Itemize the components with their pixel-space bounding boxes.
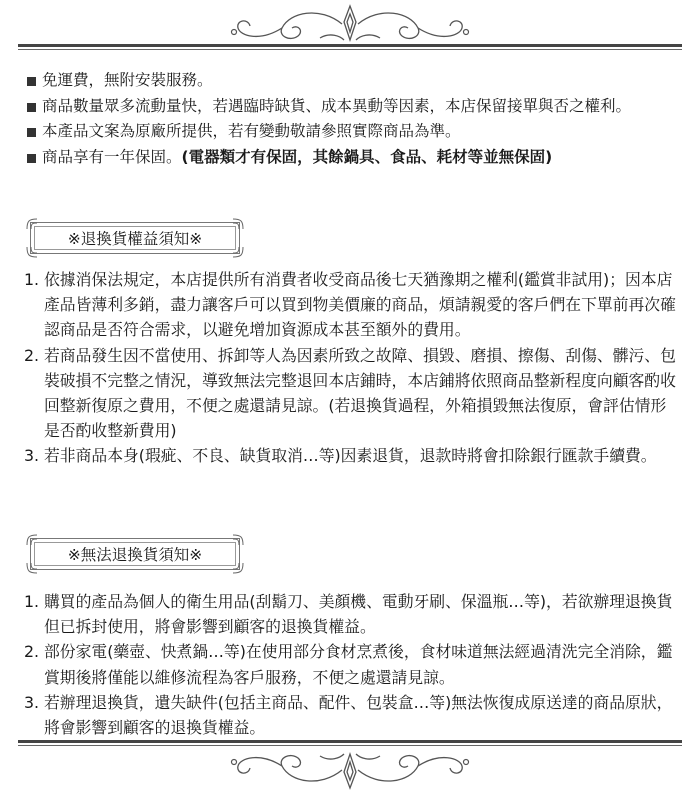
list-item: 1. 依據消保法規定，本店提供所有消費者收受商品後七天猶豫期之權利(鑑賞非試用)；因本店產品皆薄利多銷，盡力讓客戶可以買到物美價廉的商品，煩請親愛的客戶們在下單前再次確認商品是否符合需求，以避免增加資源成本甚至額外的費用。: [24, 270, 676, 340]
section2-title: ※無法退換貨須知※: [34, 542, 236, 566]
square-bullet-icon: [27, 77, 36, 86]
section1-title-box: [30, 222, 240, 254]
note-item: 免運費，無附安裝服務。: [26, 68, 676, 94]
section1-list: [24, 267, 680, 469]
square-bullet-icon: [27, 103, 36, 112]
note-item: 商品數量眾多流動量快，若遇臨時缺貨、成本異動等因素，本店保留接單與否之權利。: [26, 94, 676, 120]
bottom-scroll-ornament-icon: [220, 748, 480, 792]
notes-list: [26, 68, 676, 170]
list-item: 1. 購買的產品為個人的衛生用品(刮鬍刀、美顏機、電動牙刷、保溫瓶…等)，若欲辦理退換貨但已拆封使用，將會影響到顧客的退換貨權益。: [24, 592, 673, 637]
list-item: 2. 若商品發生因不當使用、拆卸等人為因素所致之故障、損毀、磨損、擦傷、刮傷、髒污、包裝破損不完整之情況，導致無法完整退回本店鋪時，本店鋪將依照商品整新程度向顧客酌收回整新復原之費用，不便之處還請見諒。(若退換貨過程，外箱損毀無法復原，會評估情形是否酌收整新費用): [24, 345, 676, 441]
note-item: 商品享有一年保固。(電器類才有保固，其餘鍋具、食品、耗材等並無保固): [26, 145, 676, 171]
warranty-note-bold: (電器類才有保固，其餘鍋具、食品、耗材等並無保固): [181, 147, 553, 166]
top-scroll-ornament-icon: [220, 2, 480, 46]
section2-list: [24, 589, 680, 740]
list-item: 3. 若非商品本身(瑕疵、不良、缺貨取消…等)因素退貨，退款時將會扣除銀行匯款手續費。: [24, 446, 657, 466]
section2-title-box: [30, 538, 240, 570]
list-item: 2. 部份家電(藥壺、快煮鍋…等)在使用部分食材烹煮後，食材味道無法經過清洗完全消除，鑑賞期後將僅能以維修流程為客戶服務，不便之處還請見諒。: [24, 642, 673, 687]
note-item: 本產品文案為原廠所提供，若有變動敬請參照實際商品為準。: [26, 119, 676, 145]
list-item: 3. 若辦理退換貨，遺失缺件(包括主商品、配件、包裝盒…等)無法恢復成原送達的商品原狀，將會影響到顧客的退換貨權益。: [24, 692, 673, 738]
section1-title: ※退換貨權益須知※: [34, 226, 236, 250]
square-bullet-icon: [27, 154, 36, 163]
square-bullet-icon: [27, 128, 36, 137]
